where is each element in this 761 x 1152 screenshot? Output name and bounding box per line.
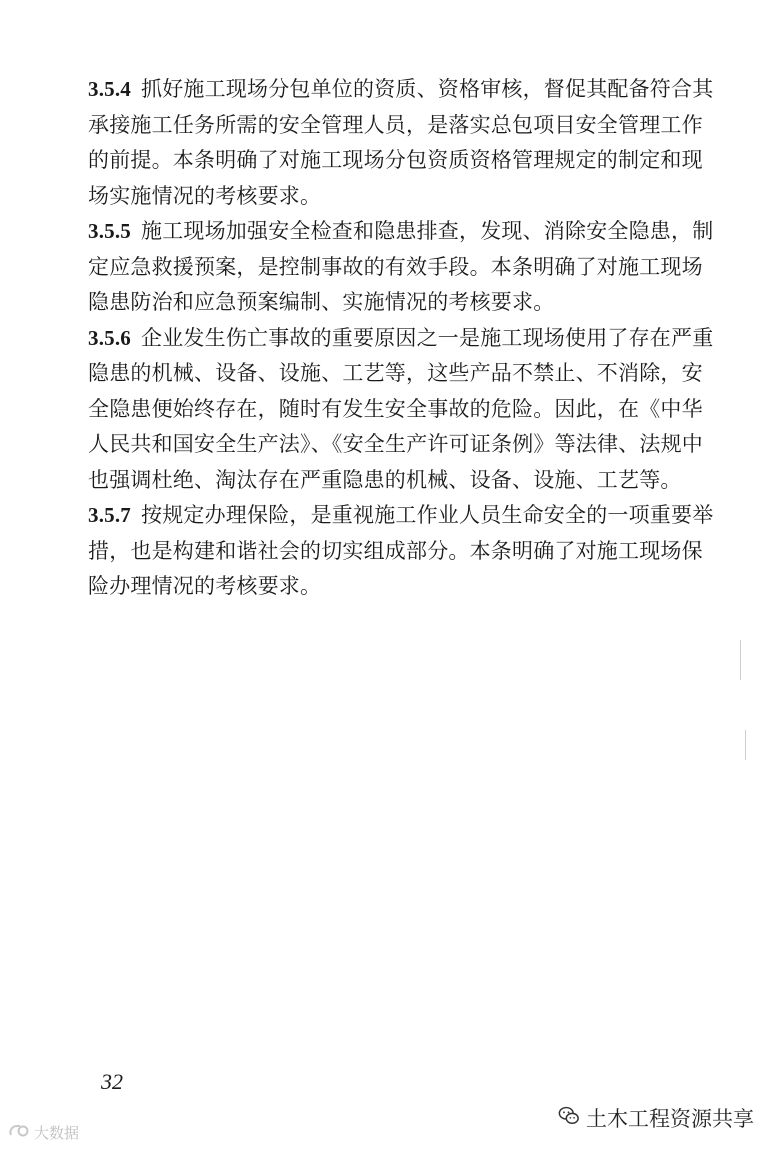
- clause-3-5-4: [88, 72, 718, 214]
- scan-artifact: [745, 730, 746, 760]
- clause-text: 施工现场加强安全检查和隐患排查，发现、消除安全隐患，制定应急救援预案，是控制事故的有效手段。本条明确了对施工现场隐患防治和应急预案编制、实施情况的考核要求。: [88, 219, 714, 314]
- watermark-left: [8, 1122, 79, 1143]
- clause-3-5-5: [88, 214, 718, 321]
- clause-text: 企业发生伤亡事故的重要原因之一是施工现场使用了存在严重隐患的机械、设备、设施、工艺等，这些产品不禁止、不消除，安全隐患便始终存在，随时有发生安全事故的危险。因此，在《中华人民共和国安全生产法》、《安全生产许可证条例》等法律、法规中也强调杜绝、淘汰存在严重隐患的机械、设备、设施、工艺等。: [88, 325, 714, 492]
- clause-3-5-7: [88, 498, 718, 605]
- watermark-text: 大数据: [34, 1124, 80, 1142]
- watermark-right: [558, 1103, 754, 1133]
- clause-text: 抓好施工现场分包单位的资质、资格审核，督促其配备符合其承接施工任务所需的安全管理人员，是落实总包项目安全管理工作的前提。本条明确了对施工现场分包资质资格管理规定的制定和现场实施情况的考核要求。: [88, 77, 714, 208]
- clause-number: 3.5.7: [88, 503, 131, 527]
- watermark-text: 土木工程资源共享: [586, 1107, 754, 1131]
- clause-number: 3.5.6: [88, 325, 131, 350]
- page-number: 32: [101, 1069, 123, 1094]
- clause-number: 3.5.4: [88, 77, 131, 101]
- wechat-icon: [558, 1105, 580, 1132]
- clause-text: 按规定办理保险，是重视施工作业人员生命安全的一项重要举措，也是构建和谐社会的切实组成部分。本条明确了对施工现场保险办理情况的考核要求。: [88, 503, 714, 598]
- scan-artifact: [740, 640, 741, 680]
- clause-3-5-6: [88, 321, 718, 499]
- logo-icon: [8, 1123, 30, 1143]
- body-text: [88, 72, 718, 605]
- clause-number: 3.5.5: [88, 219, 131, 243]
